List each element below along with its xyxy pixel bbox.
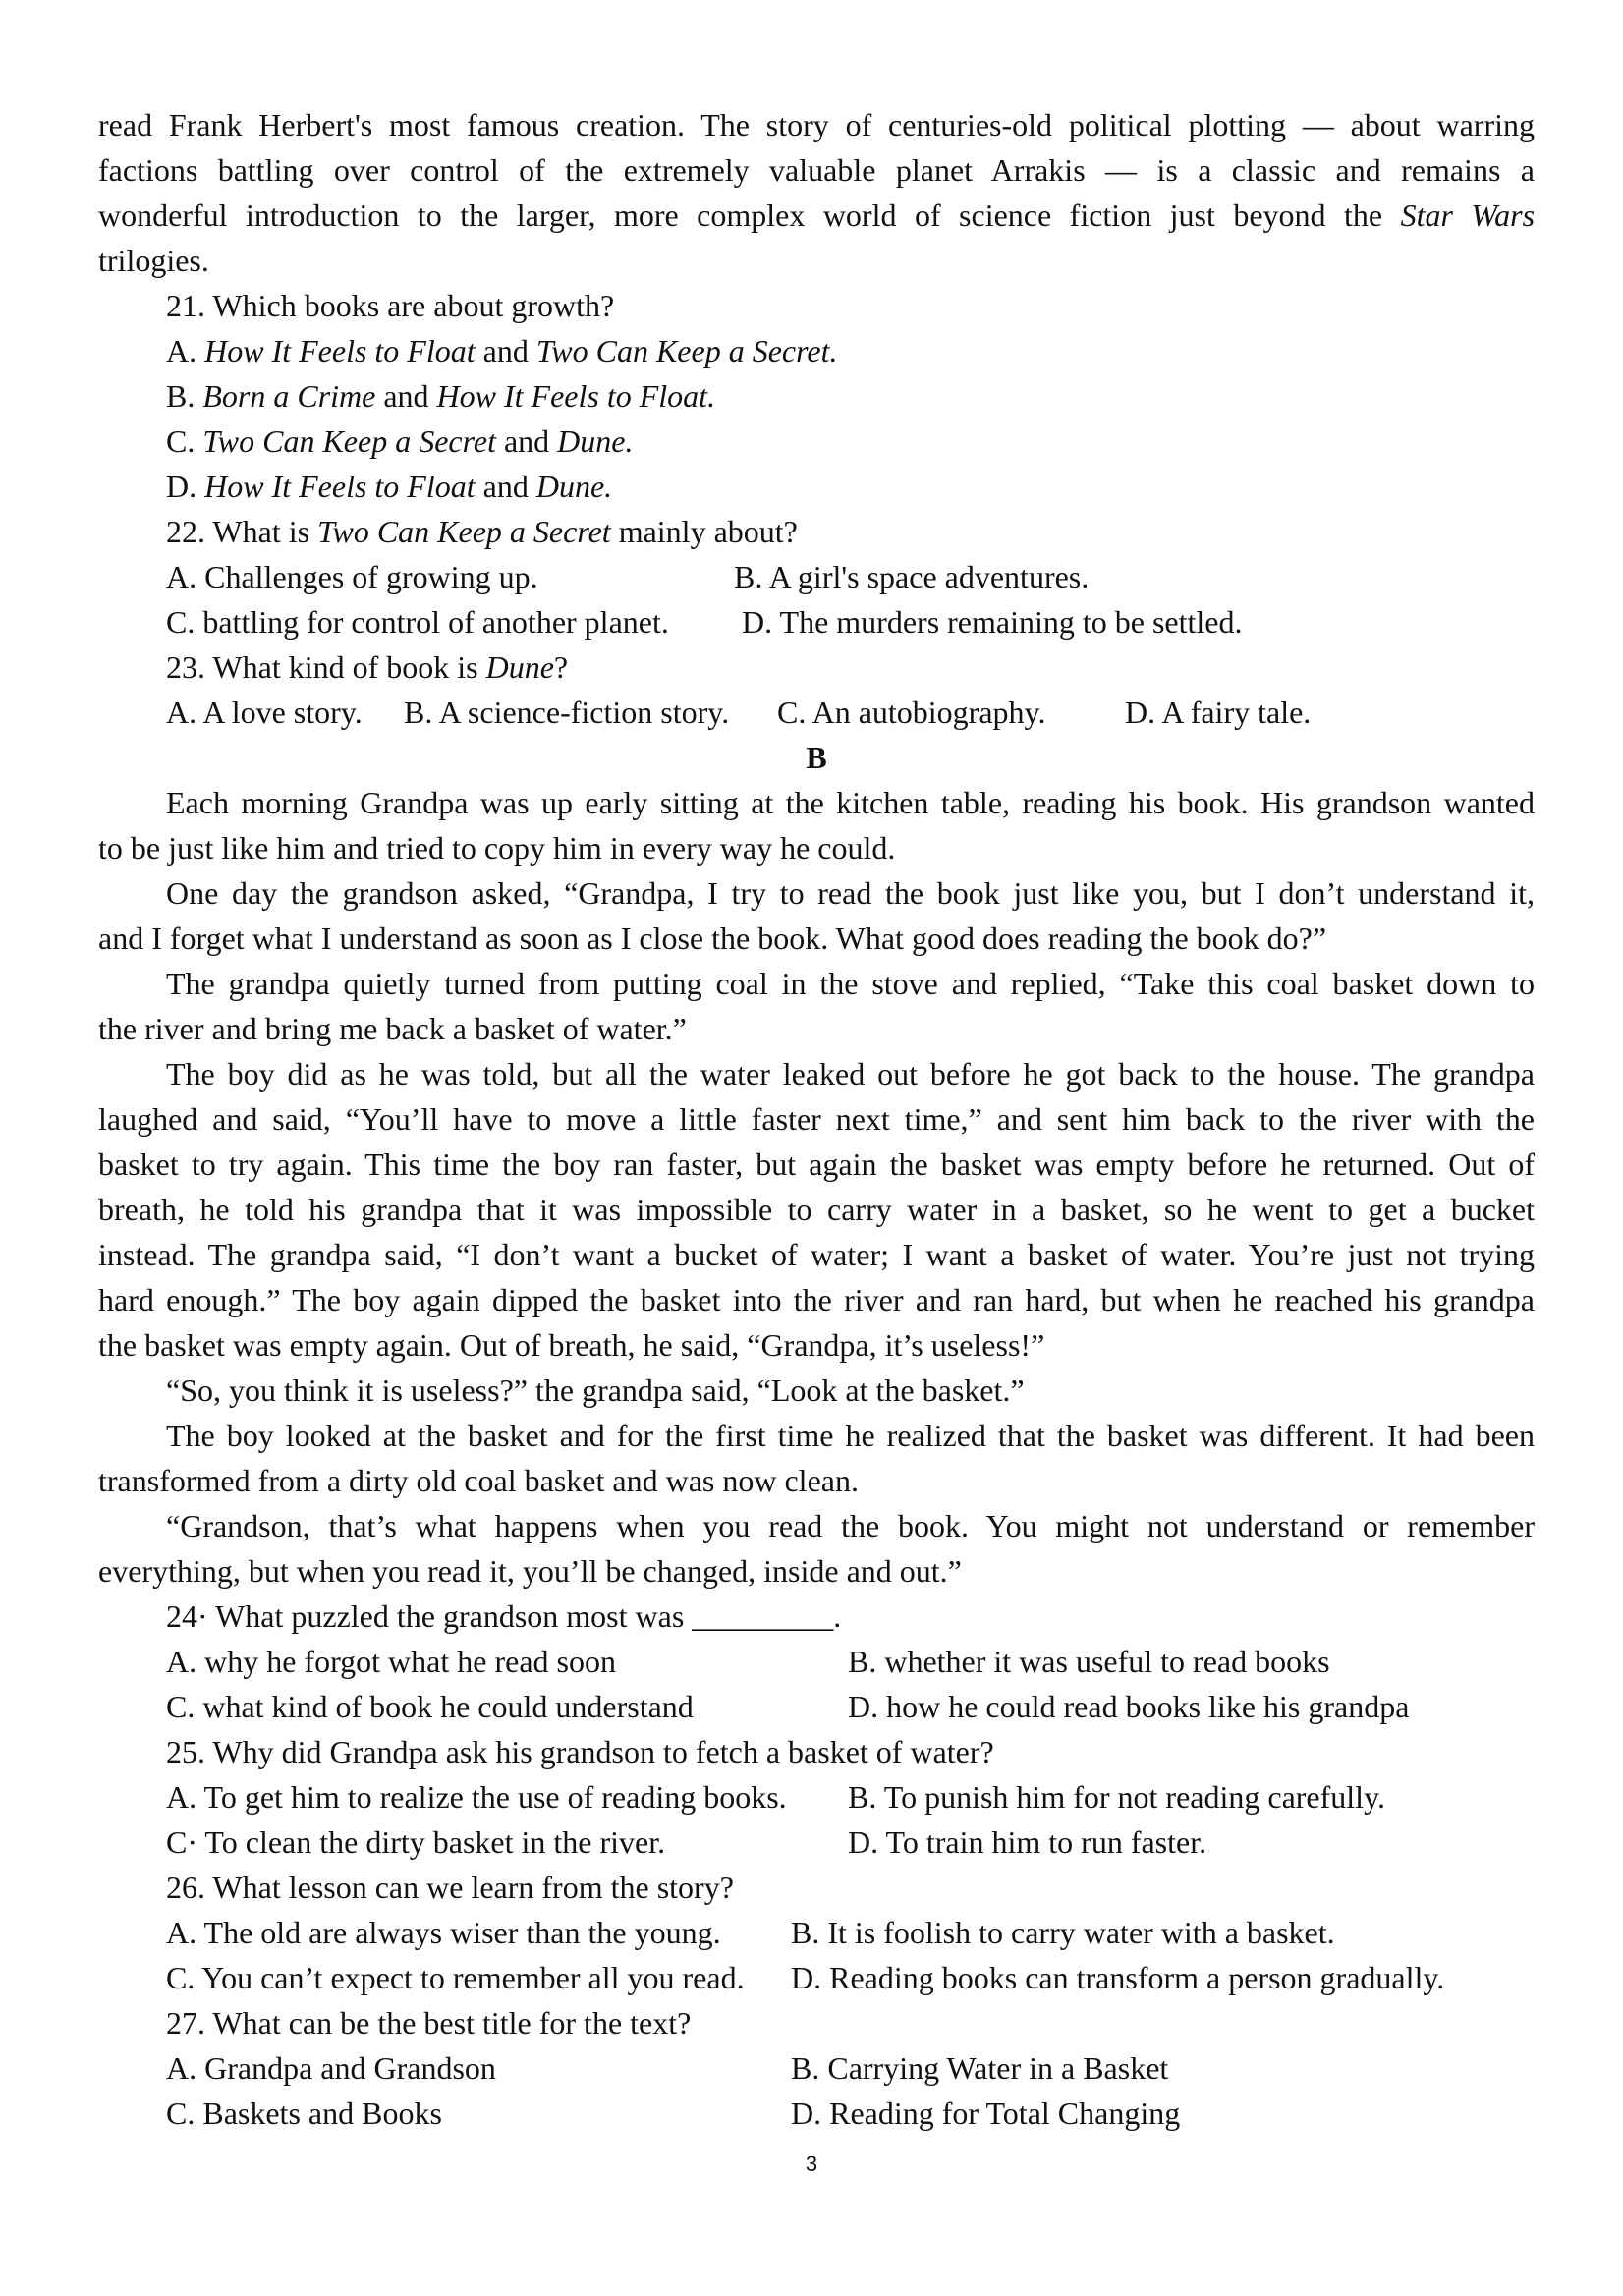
text-line: The grandpa quietly turned from putting coal in the stove and replied, “Take this coal basket down to: [166, 966, 1535, 1001]
question-stem: 27. What can be the best title for the text?: [166, 2005, 692, 2041]
paragraph: [98, 1051, 1535, 1368]
option-row: [98, 690, 1535, 735]
paragraph: [98, 780, 1535, 870]
book-title: How It Feels to Float: [204, 333, 476, 368]
text-line: and I forget what I understand as soon as I close the book. What good does reading the book do?”: [98, 921, 1327, 956]
option-row: [98, 1639, 1535, 1684]
option-prefix: A.: [166, 333, 205, 368]
option-d: D. how he could read books like his grandpa: [848, 1689, 1410, 1724]
option-a: [98, 328, 1535, 373]
text-line: laughed and said, “You’ll have to move a little faster next time,” and sent him back to the river with the: [98, 1101, 1535, 1137]
text-line: The boy looked at the basket and for the first time he realized that the basket was different. It had been: [166, 1418, 1535, 1453]
option-d: D. To train him to run faster.: [848, 1824, 1207, 1860]
option-c: [98, 419, 1535, 464]
option-a: A. To get him to realize the use of reading books.: [166, 1779, 787, 1815]
text-line: breath, he told his grandpa that it was impossible to carry water in a basket, so he went to get a bucket: [98, 1192, 1535, 1227]
text-line: [98, 193, 1535, 238]
question-stem: 24· What puzzled the grandson most was _________.: [166, 1598, 842, 1634]
text-line: “So, you think it is useless?” the grandpa said, “Look at the basket.”: [166, 1372, 1025, 1408]
book-title: Two Can Keep a Secret: [202, 423, 496, 459]
option-a: A. Challenges of growing up.: [166, 559, 538, 594]
paragraph: [98, 961, 1535, 1051]
question-stem: 21. Which books are about growth?: [166, 288, 615, 323]
option-and: and: [475, 469, 536, 504]
option-c: C. An autobiography.: [777, 695, 1046, 730]
option-c: C· To clean the dirty basket in the river.: [166, 1824, 666, 1860]
option-b: B. To punish him for not reading carefully.: [848, 1779, 1385, 1815]
question-23: [98, 644, 1535, 735]
text-line: read Frank Herbert's most famous creation. The story of centuries-old political plotting — about warring: [98, 107, 1535, 142]
book-title: Dune: [557, 423, 626, 459]
passage-a-tail: [98, 102, 1535, 283]
text-line: the river and bring me back a basket of water.”: [98, 1011, 687, 1046]
text-line: factions battling over control of the extremely valuable planet Arrakis — is a classic and remains a: [98, 152, 1535, 188]
option-b: B. whether it was useful to read books: [848, 1644, 1330, 1679]
question-stem: 26. What lesson can we learn from the story?: [166, 1870, 734, 1905]
book-title: Two Can Keep a Secret: [317, 514, 611, 549]
option-c: C. You can’t expect to remember all you read.: [166, 1960, 745, 1995]
option-d: D. The murders remaining to be settled.: [742, 604, 1243, 640]
title-star-wars: Star Wars: [1400, 197, 1536, 233]
option-row: [98, 599, 1535, 644]
question-25: [98, 1729, 1535, 1865]
option-row: [98, 2045, 1535, 2091]
text-line: One day the grandson asked, “Grandpa, I try to read the book just like you, but I don’t understand it,: [166, 875, 1535, 911]
option-d: D. Reading for Total Changing: [791, 2096, 1181, 2131]
paragraph: [98, 1413, 1535, 1503]
page-number: 3: [805, 2152, 818, 2176]
text-line: instead. The grandpa said, “I don’t want a bucket of water; I want a basket of water. You’re just not trying: [98, 1237, 1535, 1272]
question-22: [98, 509, 1535, 644]
text-line: the basket was empty again. Out of breath, he said, “Grandpa, it’s useless!”: [98, 1327, 1045, 1363]
option-b: [98, 373, 1535, 419]
option-c: C. Baskets and Books: [166, 2096, 442, 2131]
question-24: [98, 1594, 1535, 1729]
question-stem: [98, 644, 1535, 690]
option-and: and: [375, 378, 437, 414]
option-c: C. battling for control of another planet.: [166, 604, 669, 640]
book-title: Dune: [485, 649, 554, 685]
paragraph: [98, 1368, 1535, 1413]
book-title: Dune: [535, 469, 605, 504]
text-line: The boy did as he was told, but all the water leaked out before he got back to the house. The grandpa: [166, 1056, 1535, 1092]
option-b: B. A science-fiction story.: [404, 695, 730, 730]
text-line: Each morning Grandpa was up early sitting at the kitchen table, reading his book. His grandson wanted: [166, 785, 1535, 820]
option-prefix: C.: [166, 423, 203, 459]
option-end: .: [707, 378, 716, 414]
stem-text: 22. What is: [166, 514, 318, 549]
option-d: D. Reading books can transform a person gradually.: [791, 1960, 1445, 1995]
option-end: .: [604, 469, 613, 504]
text-line: basket to try again. This time the boy ran faster, but again the basket was empty before he returned. Out of: [98, 1147, 1535, 1182]
book-title: Born a Crime: [202, 378, 376, 414]
option-prefix: D.: [166, 469, 205, 504]
option-row: [98, 1774, 1535, 1820]
option-and: and: [495, 423, 558, 459]
option-end: .: [625, 423, 634, 459]
option-row: [98, 2091, 1535, 2136]
text-line: trilogies.: [98, 243, 209, 278]
question-21: [98, 283, 1535, 509]
question-26: [98, 1865, 1535, 2000]
paragraph: [98, 1503, 1535, 1594]
question-stem: [98, 509, 1535, 554]
option-prefix: B.: [166, 378, 203, 414]
text-line: “Grandson, that’s what happens when you read the book. You might not understand or remember: [166, 1508, 1535, 1543]
stem-text: 23. What kind of book is: [166, 649, 486, 685]
option-a: A. A love story.: [166, 695, 363, 730]
text-line: transformed from a dirty old coal basket and was now clean.: [98, 1463, 859, 1498]
option-and: and: [475, 333, 536, 368]
text-line: hard enough.” The boy again dipped the basket into the river and ran hard, but when he reached his grandpa: [98, 1282, 1535, 1317]
option-d: [98, 464, 1535, 509]
option-b: B. A girl's space adventures.: [734, 559, 1090, 594]
option-row: [98, 1910, 1535, 1955]
option-row: [98, 1820, 1535, 1865]
option-b: B. It is foolish to carry water with a basket.: [791, 1915, 1335, 1950]
book-title: Two Can Keep a Secret: [535, 333, 830, 368]
option-d: D. A fairy tale.: [1125, 695, 1312, 730]
book-title: How It Feels to Float: [204, 469, 476, 504]
option-end: .: [829, 333, 838, 368]
text-line: everything, but when you read it, you’ll be changed, inside and out.”: [98, 1553, 962, 1589]
book-title: How It Feels to Float: [436, 378, 708, 414]
question-27: [98, 2000, 1535, 2136]
option-row: [98, 554, 1535, 599]
question-stem: 25. Why did Grandpa ask his grandson to fetch a basket of water?: [166, 1734, 994, 1769]
option-b: B. Carrying Water in a Basket: [791, 2050, 1169, 2086]
paragraph: [98, 870, 1535, 961]
option-a: A. why he forgot what he read soon: [166, 1644, 616, 1679]
text-line: to be just like him and tried to copy him in every way he could.: [98, 830, 896, 866]
section-heading: B: [806, 740, 827, 775]
option-c: C. what kind of book he could understand: [166, 1689, 694, 1724]
option-row: [98, 1684, 1535, 1729]
option-a: A. The old are always wiser than the young.: [166, 1915, 721, 1950]
option-a: A. Grandpa and Grandson: [166, 2050, 496, 2086]
stem-text: ?: [553, 649, 569, 685]
text-segment: wonderful introduction to the larger, more complex world of science fiction just beyond the: [98, 197, 1383, 233]
stem-text: mainly about?: [610, 514, 798, 549]
passage-b: [98, 780, 1535, 1594]
option-row: [98, 1955, 1535, 2000]
